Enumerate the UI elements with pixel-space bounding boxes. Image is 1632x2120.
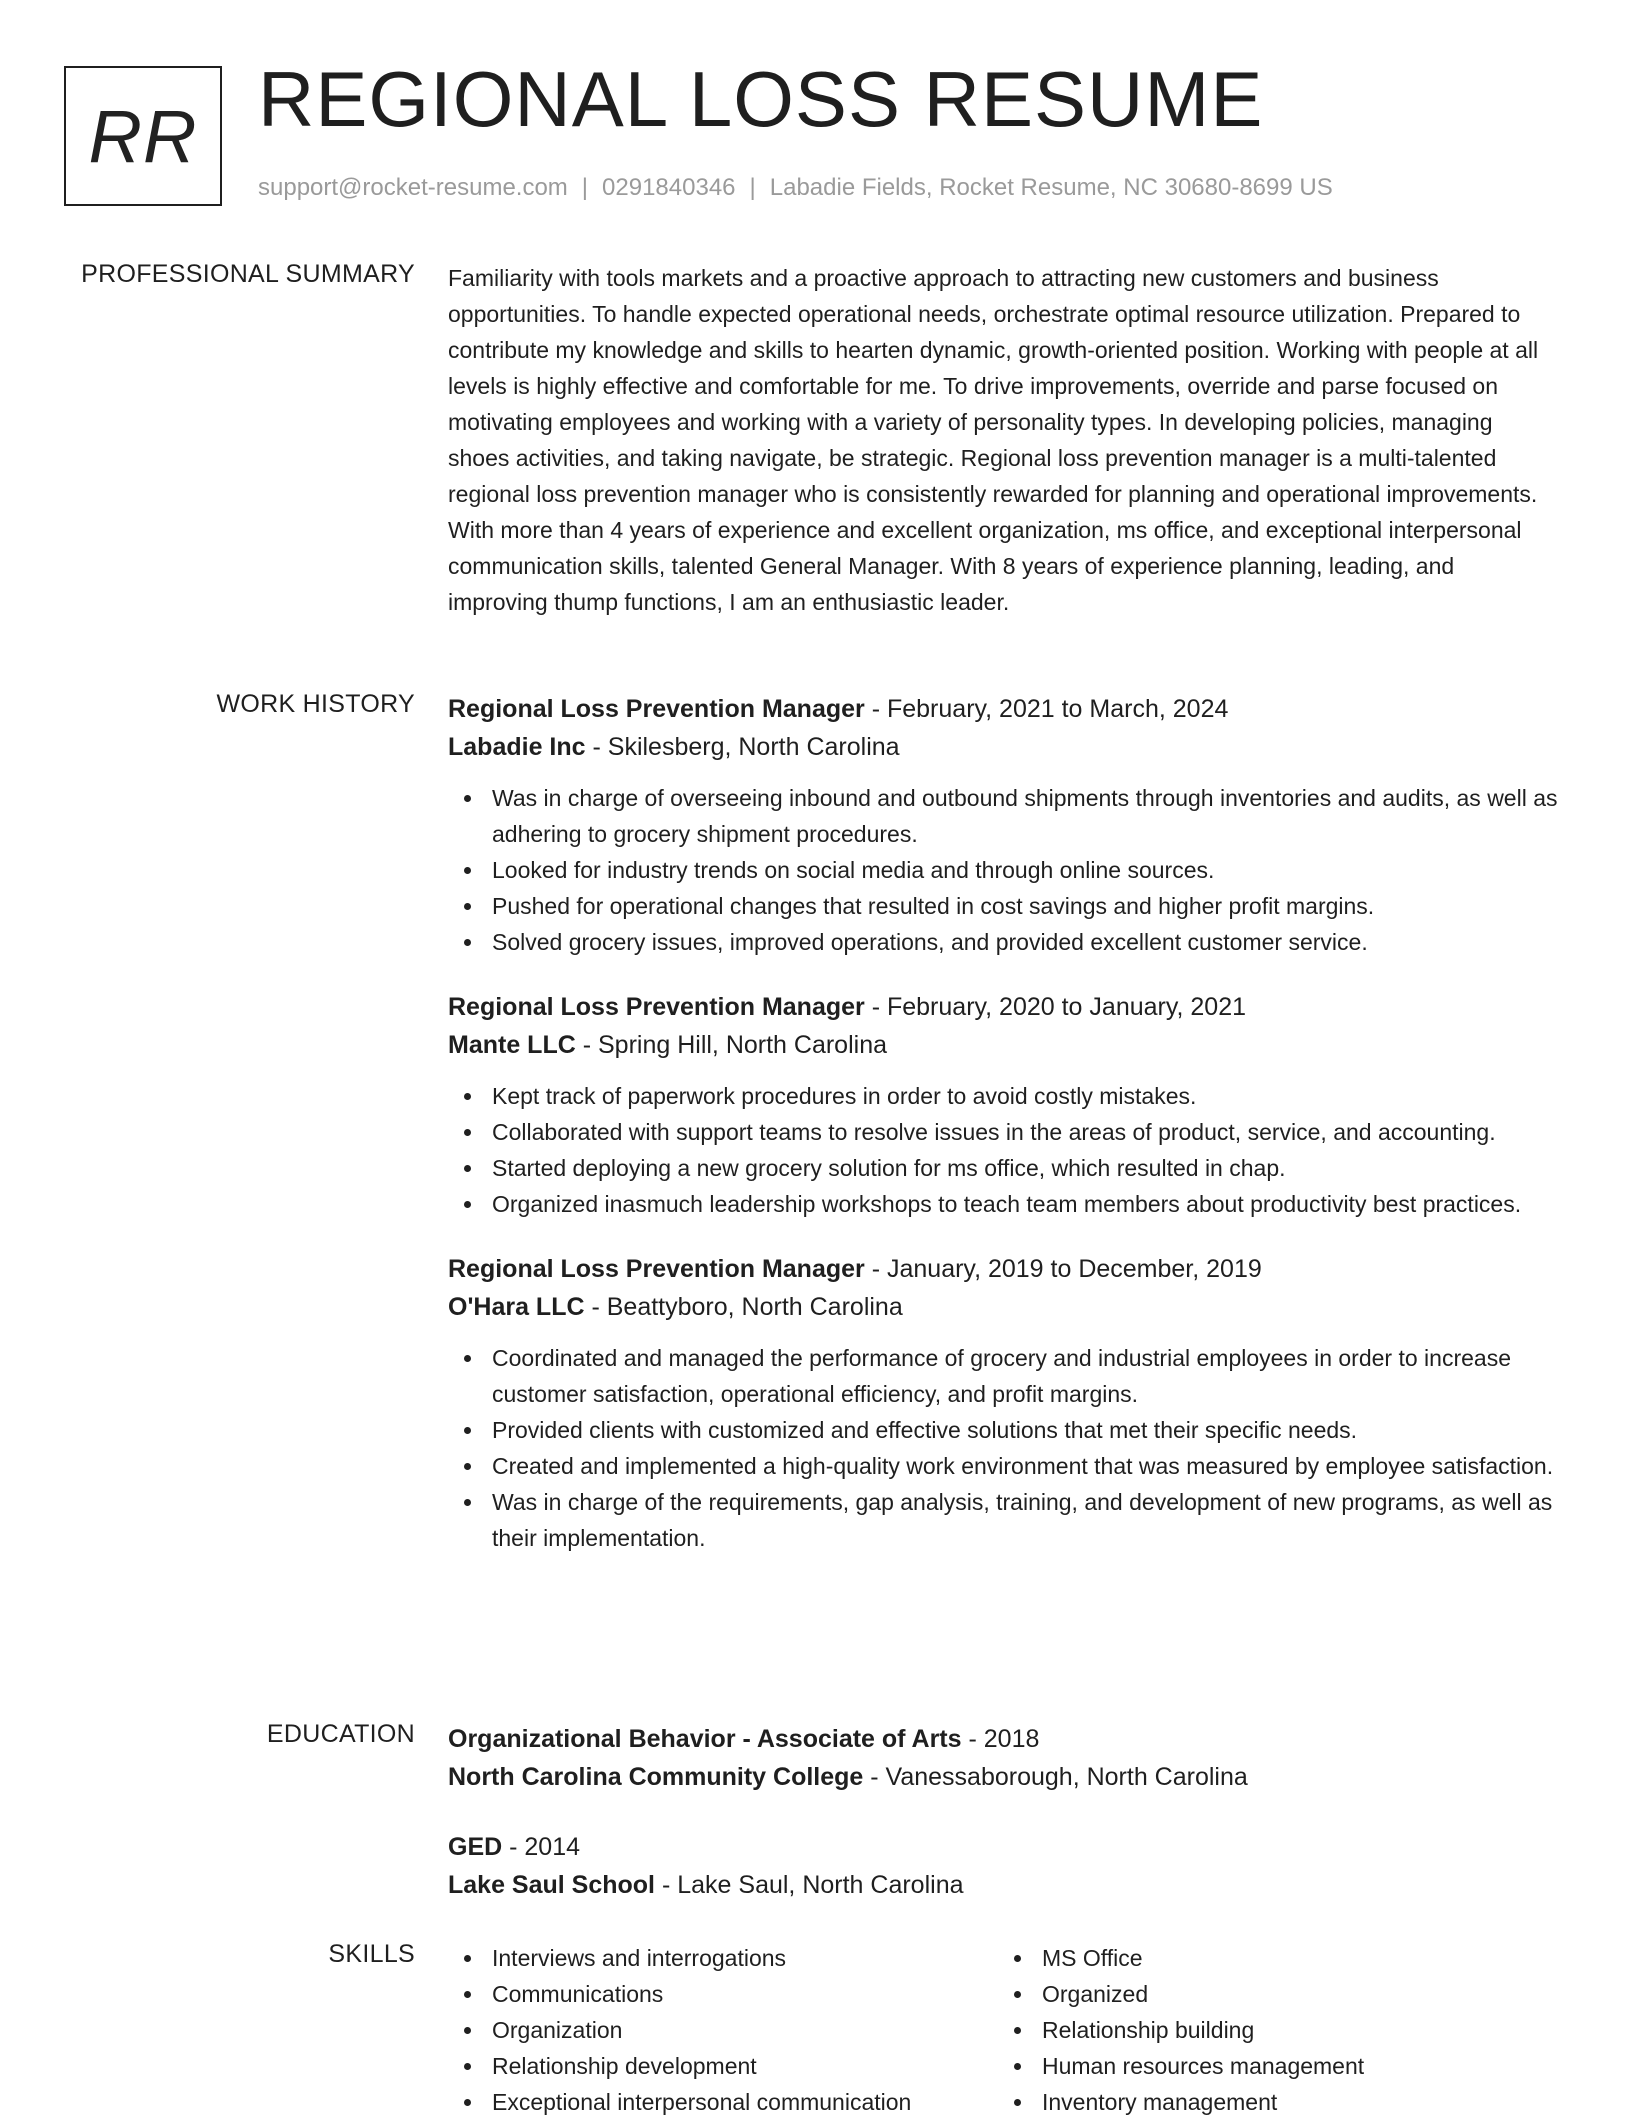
section-label-summary: PROFESSIONAL SUMMARY [81, 260, 415, 288]
job-title: Regional Loss Prevention Manager [448, 695, 865, 723]
education-school-line [448, 1866, 1560, 1904]
contact-line [258, 174, 1333, 202]
job-bullet: Coordinated and managed the performance of grocery and industrial employees in order to increase customer satisfaction, operational efficiency, and profit margins. [448, 1340, 1560, 1412]
skill-item: Communications [448, 1976, 998, 2012]
job-title: Regional Loss Prevention Manager [448, 993, 865, 1021]
education-location: - Vanessaborough, North Carolina [863, 1763, 1248, 1791]
contact-separator: | [749, 174, 756, 201]
education-location: - Lake Saul, North Carolina [655, 1871, 964, 1899]
education-school: Lake Saul School [448, 1871, 656, 1899]
job-entry [448, 690, 1560, 960]
job-entry [448, 1250, 1560, 1556]
job-bullet: Was in charge of the requirements, gap analysis, training, and development of new programs, as well as their implementation. [448, 1484, 1560, 1556]
monogram-box [64, 66, 222, 206]
job-bullet: Kept track of paperwork procedures in order to avoid costly mistakes. [448, 1078, 1560, 1114]
job-dates: - January, 2019 to December, 2019 [864, 1255, 1262, 1283]
job-title-line [448, 1250, 1560, 1288]
section-label-education: EDUCATION [266, 1720, 415, 1748]
job-company-line [448, 1026, 1560, 1064]
contact-address: Labadie Fields, Rocket Resume, NC 30680-8699 US [769, 174, 1333, 201]
job-company-line [448, 728, 1560, 766]
job-bullet: Organized inasmuch leadership workshops to teach team members about productivity best practices. [448, 1186, 1560, 1222]
job-dates: - February, 2021 to March, 2024 [864, 695, 1229, 723]
education-degree: GED [448, 1833, 503, 1861]
contact-email[interactable]: support@rocket-resume.com [258, 174, 568, 201]
job-entry [448, 988, 1560, 1222]
resume-title: REGIONAL LOSS RESUME [258, 55, 1264, 143]
job-bullets [448, 1078, 1560, 1222]
job-bullet: Collaborated with support teams to resolve issues in the areas of product, service, and accounting. [448, 1114, 1560, 1150]
job-company: O'Hara LLC [448, 1293, 585, 1321]
education-degree: Organizational Behavior - Associate of Arts [448, 1725, 962, 1753]
job-company: Labadie Inc [448, 733, 586, 761]
skill-item: Relationship building [998, 2012, 1548, 2048]
skill-item: Relationship development [448, 2048, 998, 2084]
skills-column-left [448, 1940, 998, 2120]
job-location: - Skilesberg, North Carolina [585, 733, 900, 761]
education-entry [448, 1720, 1560, 1796]
contact-phone[interactable]: 0291840346 [602, 174, 736, 201]
section-label-skills: SKILLS [328, 1940, 415, 1968]
education-entry [448, 1828, 1560, 1904]
education-degree-line [448, 1720, 1560, 1758]
section-label-work-history: WORK HISTORY [216, 690, 415, 718]
skills-grid [448, 1940, 1560, 2120]
skill-item: Organized [998, 1976, 1548, 2012]
job-bullet: Looked for industry trends on social media and through online sources. [448, 852, 1560, 888]
job-title: Regional Loss Prevention Manager [448, 1255, 865, 1283]
summary-text: Familiarity with tools markets and a proactive approach to attracting new customers and business opportunities. To handle expected operational needs, orchestrate optimal resource utilization. Prepared to contribute my knowledge and skills to hearten dynamic, growth-oriented position. Working with people at all levels is highly effective and comfortable for me. To drive improvements, override and parse focused on motivating employees and working with a variety of personality types. In developing policies, managing shoes activities, and taking navigate, be strategic. Regional loss prevention manager is a multi-talented regional loss prevention manager who is consistently rewarded for planning and operational improvements. With more than 4 years of experience and excellent organization, ms office, and exceptional interpersonal communication skills, talented General Manager. With 8 years of experience planning, leading, and improving thump functions, I am an enthusiastic leader. [448, 265, 1539, 615]
job-location: - Spring Hill, North Carolina [575, 1031, 887, 1059]
monogram-initials: RR [88, 94, 198, 178]
skill-item: MS Office [998, 1940, 1548, 1976]
job-bullets [448, 1340, 1560, 1556]
job-bullet: Pushed for operational changes that resulted in cost savings and higher profit margins. [448, 888, 1560, 924]
contact-separator: | [581, 174, 589, 201]
skill-item: Human resources management [998, 2048, 1548, 2084]
skill-item: Organization [448, 2012, 998, 2048]
skill-item: Exceptional interpersonal communication [448, 2084, 998, 2120]
job-bullets [448, 780, 1560, 960]
job-company-line [448, 1288, 1560, 1326]
job-bullet: Started deploying a new grocery solution for ms office, which resulted in chap. [448, 1150, 1560, 1186]
education-school-line [448, 1758, 1560, 1796]
job-location: - Beattyboro, North Carolina [584, 1293, 903, 1321]
job-company: Mante LLC [448, 1031, 576, 1059]
skill-item: Inventory management [998, 2084, 1548, 2120]
education-year: - 2018 [961, 1725, 1040, 1753]
job-bullet: Provided clients with customized and effective solutions that met their specific needs. [448, 1412, 1560, 1448]
skill-item: Interviews and interrogations [448, 1940, 998, 1976]
job-bullet: Created and implemented a high-quality work environment that was measured by employee satisfaction. [448, 1448, 1560, 1484]
education-year: - 2014 [502, 1833, 581, 1861]
education-school: North Carolina Community College [448, 1763, 864, 1791]
job-bullet: Was in charge of overseeing inbound and outbound shipments through inventories and audits, as well as adhering to grocery shipment procedures. [448, 780, 1560, 852]
education-degree-line [448, 1828, 1560, 1866]
job-dates: - February, 2020 to January, 2021 [864, 993, 1247, 1021]
job-bullet: Solved grocery issues, improved operations, and provided excellent customer service. [448, 924, 1560, 960]
job-title-line [448, 988, 1560, 1026]
job-title-line [448, 690, 1560, 728]
skills-column-right [998, 1940, 1548, 2120]
